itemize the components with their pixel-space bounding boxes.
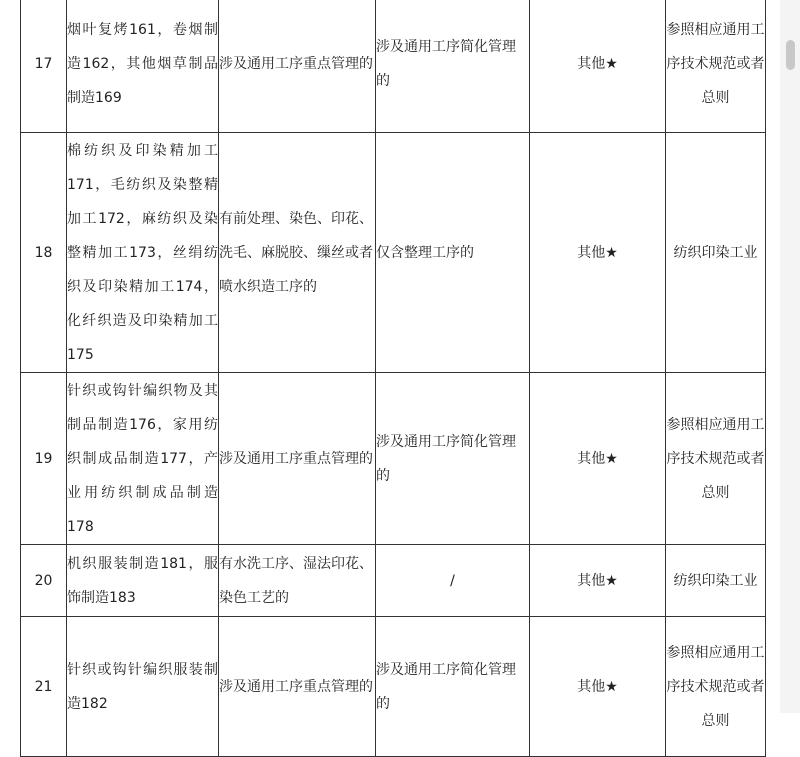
other-cell: 其他★ xyxy=(530,0,666,133)
simplified-management-cell: 涉及通用工序简化管理的 xyxy=(376,0,530,133)
key-management-cell: 涉及通用工序重点管理的 xyxy=(219,617,376,757)
simplified-management-cell: / xyxy=(376,545,530,617)
table-row xyxy=(21,617,766,757)
industry-cell: 烟叶复烤161，卷烟制造162，其他烟草制品制造169 xyxy=(67,0,219,133)
other-cell: 其他★ xyxy=(530,133,666,373)
vertical-scrollbar[interactable] xyxy=(780,0,800,713)
industry-cell: 机织服装制造181，服饰制造183 xyxy=(67,545,219,617)
industry-cell: 针织或钩针编织物及其制品制造176，家用纺织制成品制造177，产业用纺织制成品制造178 xyxy=(67,373,219,545)
key-management-cell: 涉及通用工序重点管理的 xyxy=(219,373,376,545)
simplified-management-cell: 仅含整理工序的 xyxy=(376,133,530,373)
reference-cell: 参照相应通用工序技术规范或者总则 xyxy=(666,373,766,545)
reference-cell: 参照相应通用工序技术规范或者总则 xyxy=(666,0,766,133)
other-cell: 其他★ xyxy=(530,545,666,617)
row-number: 18 xyxy=(21,133,67,373)
industry-cell: 针织或钩针编织服装制造182 xyxy=(67,617,219,757)
industry-cell: 棉纺织及印染精加工171，毛纺织及染整精加工172，麻纺织及染整精加工173，丝绢纺织及印染精加工174，化纤织造及印染精加工175 xyxy=(67,133,219,373)
other-cell: 其他★ xyxy=(530,617,666,757)
row-number: 20 xyxy=(21,545,67,617)
reference-cell: 参照相应通用工序技术规范或者总则 xyxy=(666,617,766,757)
simplified-management-cell: 涉及通用工序简化管理的 xyxy=(376,617,530,757)
reference-cell: 纺织印染工业 xyxy=(666,545,766,617)
table-row xyxy=(21,0,766,133)
other-cell: 其他★ xyxy=(530,373,666,545)
reference-cell: 纺织印染工业 xyxy=(666,133,766,373)
row-number: 21 xyxy=(21,617,67,757)
permit-classification-table xyxy=(20,0,766,757)
row-number: 17 xyxy=(21,0,67,133)
simplified-management-cell: 涉及通用工序简化管理的 xyxy=(376,373,530,545)
key-management-cell: 有前处理、染色、印花、洗毛、麻脱胶、缫丝或者喷水织造工序的 xyxy=(219,133,376,373)
table-row xyxy=(21,545,766,617)
key-management-cell: 涉及通用工序重点管理的 xyxy=(219,0,376,133)
table-row xyxy=(21,133,766,373)
scrollbar-thumb[interactable] xyxy=(786,40,795,70)
row-number: 19 xyxy=(21,373,67,545)
table-row xyxy=(21,373,766,545)
key-management-cell: 有水洗工序、湿法印花、染色工艺的 xyxy=(219,545,376,617)
